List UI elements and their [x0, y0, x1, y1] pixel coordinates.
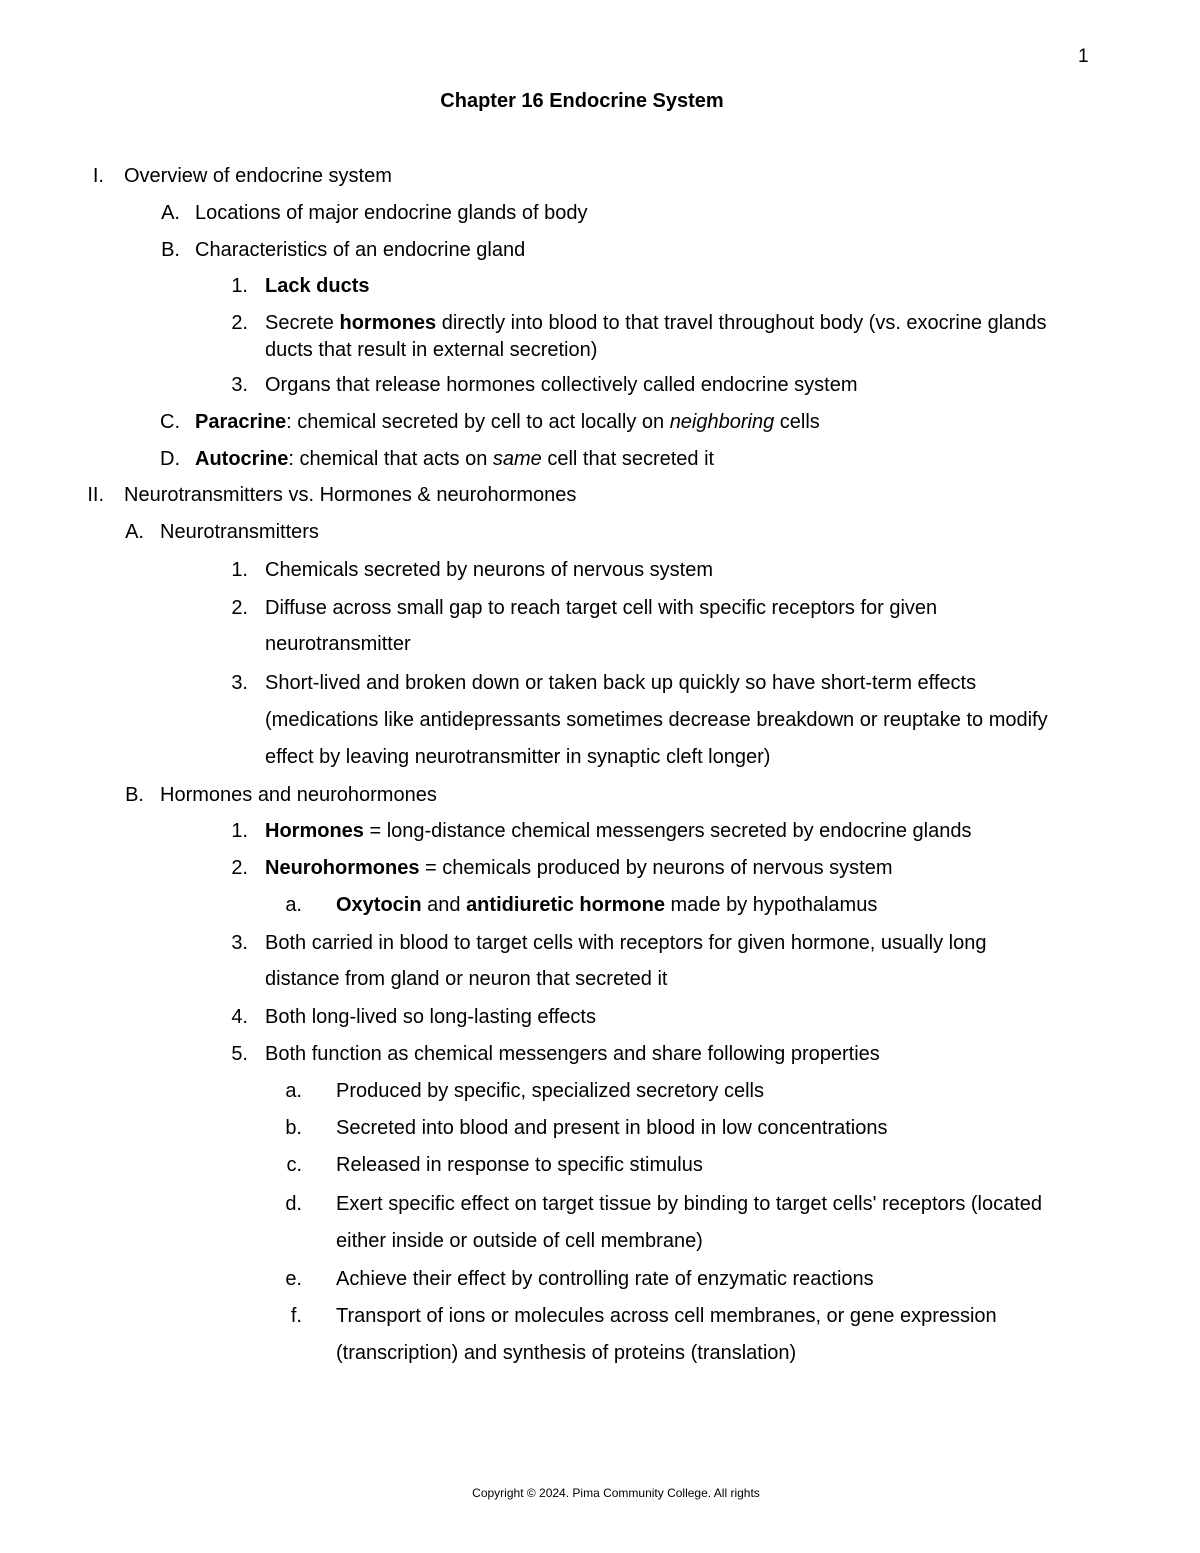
- list-item-text: Released in response to specific stimulus: [336, 1154, 703, 1176]
- list-marker: 3.: [231, 374, 248, 396]
- list-item-text: Chemicals secreted by neurons of nervous system: [265, 559, 713, 581]
- list-item-text: Both function as chemical messengers and share following properties: [265, 1043, 880, 1065]
- list-marker: A.: [161, 202, 180, 224]
- list-item-text: Transport of ions or molecules across cell membranes, or gene expression: [336, 1305, 997, 1327]
- list-item-text: Locations of major endocrine glands of body: [195, 202, 588, 224]
- list-marker: B.: [125, 784, 144, 806]
- footer-copyright: Copyright © 2024. Pima Community College. All rights: [472, 1486, 760, 1500]
- list-marker: d.: [285, 1193, 302, 1215]
- list-marker: f.: [290, 1305, 302, 1327]
- list-marker: e.: [285, 1268, 302, 1290]
- list-item-text: Both carried in blood to target cells with receptors for given hormone, usually long: [265, 932, 987, 954]
- list-item-text: Hormones and neurohormones: [160, 784, 437, 806]
- list-item-text: Organs that release hormones collectively called endocrine system: [265, 374, 858, 396]
- list-item-text: Achieve their effect by controlling rate of enzymatic reactions: [336, 1268, 874, 1290]
- list-item-text: Neurotransmitters: [160, 521, 319, 543]
- list-marker: 2.: [231, 597, 248, 619]
- list-marker: C.: [160, 411, 180, 433]
- list-item-text: Produced by specific, specialized secretory cells: [336, 1080, 764, 1102]
- list-marker: c.: [286, 1154, 302, 1176]
- list-marker: B.: [161, 239, 180, 261]
- list-marker: 3.: [231, 932, 248, 954]
- list-item-text: either inside or outside of cell membrane): [336, 1230, 703, 1252]
- list-marker: a.: [285, 1080, 302, 1102]
- list-marker: 1.: [231, 275, 248, 297]
- list-marker: 1.: [231, 559, 248, 581]
- list-item-text: Neurohormones = chemicals produced by neurons of nervous system: [265, 857, 893, 879]
- list-item-text: distance from gland or neuron that secreted it: [265, 968, 668, 990]
- list-marker: a.: [285, 894, 302, 916]
- list-item-text: neurotransmitter: [265, 633, 411, 655]
- list-marker: 2.: [231, 312, 248, 334]
- list-item-text: Paracrine: chemical secreted by cell to act locally on neighboring cells: [195, 411, 820, 433]
- list-item-text: Both long-lived so long-lasting effects: [265, 1006, 596, 1028]
- list-item-text: Exert specific effect on target tissue by binding to target cells' receptors (located: [336, 1193, 1043, 1215]
- page-number: 1: [1078, 46, 1089, 67]
- list-item-text: Short-lived and broken down or taken back up quickly so have short-term effects: [265, 672, 977, 694]
- list-item-text: Characteristics of an endocrine gland: [195, 239, 526, 261]
- list-marker: 4.: [231, 1006, 248, 1028]
- list-item-text: Hormones = long-distance chemical messengers secreted by endocrine glands: [265, 820, 972, 842]
- list-item-text: Oxytocin and antidiuretic hormone made by hypothalamus: [336, 894, 878, 916]
- list-marker: 2.: [231, 857, 248, 879]
- list-marker: 3.: [231, 672, 248, 694]
- list-marker: 1.: [231, 820, 248, 842]
- list-marker: b.: [285, 1117, 302, 1139]
- list-marker: 5.: [231, 1043, 248, 1065]
- list-item-text: Autocrine: chemical that acts on same cell that secreted it: [195, 448, 715, 470]
- list-marker: A.: [125, 521, 144, 543]
- list-item-text: Secreted into blood and present in blood in low concentrations: [336, 1117, 888, 1139]
- list-item-text: Neurotransmitters vs. Hormones & neurohormones: [124, 484, 577, 506]
- list-item-text: Diffuse across small gap to reach target cell with specific receptors for given: [265, 597, 938, 619]
- list-item-text: Overview of endocrine system: [124, 165, 392, 187]
- list-marker: II.: [87, 484, 104, 506]
- list-item-text: (medications like antidepressants sometimes decrease breakdown or reuptake to modify: [265, 709, 1048, 731]
- list-item-text: Lack ducts: [265, 275, 370, 297]
- list-marker: D.: [160, 448, 180, 470]
- list-marker: I.: [92, 165, 104, 187]
- list-item-text: ducts that result in external secretion): [265, 339, 598, 361]
- list-item-text: (transcription) and synthesis of proteins (translation): [336, 1342, 797, 1364]
- list-item-text: effect by leaving neurotransmitter in synaptic cleft longer): [265, 746, 771, 768]
- list-item-text: Secrete hormones directly into blood to that travel throughout body (vs. exocrine glands: [265, 312, 1047, 334]
- page-title: Chapter 16 Endocrine System: [440, 90, 724, 112]
